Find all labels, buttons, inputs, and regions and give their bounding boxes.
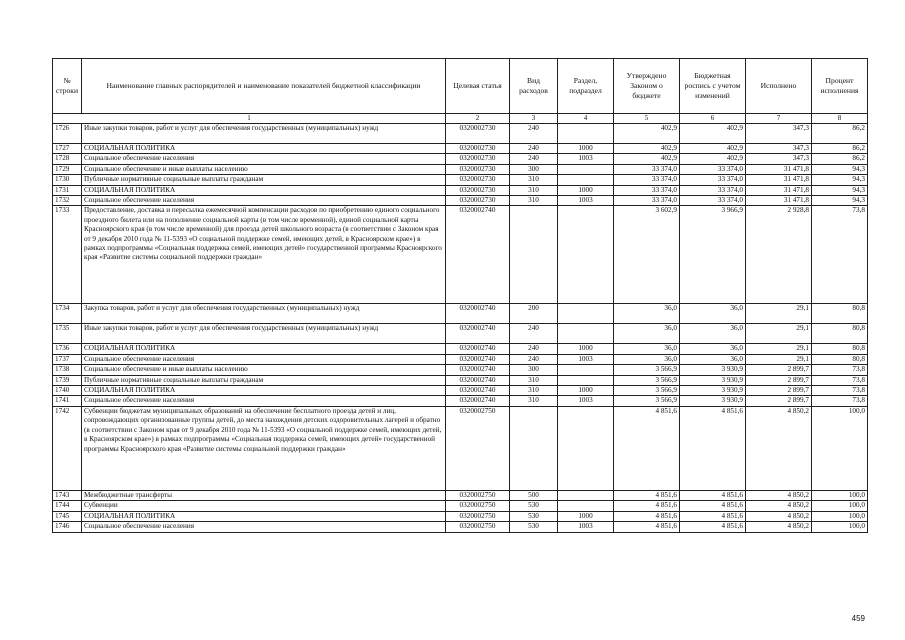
table-row [53, 185, 868, 195]
table-row [53, 304, 868, 324]
row-expense-type: 310 [510, 396, 558, 406]
column-number: 6 [680, 114, 746, 124]
row-section: 1003 [558, 196, 614, 206]
row-approved: 36,0 [614, 324, 680, 344]
row-name: Предоставление, доставка и пересылка ежемесячной компенсации расходов по приобретению единого социального проездного билета или на пополнение социальной карты (в том числе временной), единой социальной карты Красноярского края (в том числе временной) для проезда детей школьного возраста (в соответствии с Законом края от 9 декабря 2010 года № 11-5393 «О социальной поддержке семей, имеющих детей, в Красноярском крае») в рамках подпрограммы «Социальная поддержка семей, имеющих детей» государственной программы Красноярского края «Развитие системы социальной поддержки граждан» [82, 206, 446, 304]
row-approved: 4 851,6 [614, 511, 680, 521]
row-executed: 31 471,8 [746, 175, 812, 185]
row-target: 0320002740 [446, 365, 510, 375]
row-number: 1732 [53, 196, 82, 206]
row-executed: 347,3 [746, 144, 812, 154]
row-executed: 29,1 [746, 304, 812, 324]
row-executed: 2 899,7 [746, 386, 812, 396]
row-name: Субвенции бюджетам муниципальных образований на обеспечение бесплатного проезда детей и лиц, сопровождающих организованные группы детей, до места нахождения детских оздоровительных лагерей и обратно (в соответствии с Законом края от 9 декабря 2010 года № 11-5393 «О социальной поддержке семей, имеющих детей, в Красноярском крае») в рамках подпрограммы «Социальная поддержка семей, имеющих детей» государственной программы Красноярского края «Развитие системы социальной поддержки граждан» [82, 406, 446, 490]
row-executed: 2 928,8 [746, 206, 812, 304]
row-section [558, 365, 614, 375]
row-target: 0320002750 [446, 501, 510, 511]
row-expense-type: 310 [510, 386, 558, 396]
row-target: 0320002730 [446, 175, 510, 185]
row-name: Социальное обеспечение населения [82, 396, 446, 406]
column-number: 3 [510, 114, 558, 124]
row-percent: 80,8 [812, 354, 868, 364]
row-name: Публичные нормативные социальные выплаты гражданам [82, 175, 446, 185]
row-budget-list: 36,0 [680, 304, 746, 324]
row-expense-type: 240 [510, 344, 558, 354]
header-name: Наименование главных распорядителей и наименование показателей бюджетной классификации [82, 59, 446, 114]
row-target: 0320002730 [446, 124, 510, 144]
row-target: 0320002740 [446, 375, 510, 385]
row-executed: 29,1 [746, 324, 812, 344]
row-budget-list: 3 930,9 [680, 386, 746, 396]
row-percent: 94,3 [812, 185, 868, 195]
column-number: 5 [614, 114, 680, 124]
row-expense-type: 300 [510, 365, 558, 375]
row-budget-list: 402,9 [680, 144, 746, 154]
row-approved: 3 602,9 [614, 206, 680, 304]
table-row [53, 522, 868, 532]
table-row [53, 196, 868, 206]
row-percent: 94,3 [812, 196, 868, 206]
header-approved: Утверждено Законом о бюджете [614, 59, 680, 114]
row-name: Социальное обеспечение населения [82, 522, 446, 532]
row-approved: 3 566,9 [614, 386, 680, 396]
row-name: СОЦИАЛЬНАЯ ПОЛИТИКА [82, 511, 446, 521]
header-row-no: № строки [53, 59, 82, 114]
row-executed: 4 850,2 [746, 511, 812, 521]
row-section [558, 175, 614, 185]
row-approved: 3 566,9 [614, 365, 680, 375]
row-percent: 94,3 [812, 164, 868, 174]
budget-execution-table [52, 58, 868, 533]
row-budget-list: 4 851,6 [680, 511, 746, 521]
header-executed: Исполнено [746, 59, 812, 114]
row-name: Социальное обеспечение населения [82, 154, 446, 164]
row-target: 0320002740 [446, 206, 510, 304]
row-name: Межбюджетные трансферты [82, 490, 446, 500]
table-row [53, 144, 868, 154]
row-target: 0320002750 [446, 490, 510, 500]
table-row [53, 175, 868, 185]
page-number: 459 [851, 614, 865, 623]
row-section [558, 304, 614, 324]
row-section [558, 490, 614, 500]
row-percent: 80,8 [812, 304, 868, 324]
row-number: 1739 [53, 375, 82, 385]
row-budget-list: 4 851,6 [680, 406, 746, 490]
row-executed: 29,1 [746, 354, 812, 364]
row-approved: 402,9 [614, 144, 680, 154]
row-executed: 4 850,2 [746, 406, 812, 490]
table-row [53, 206, 868, 304]
row-budget-list: 33 374,0 [680, 196, 746, 206]
row-target: 0320002750 [446, 511, 510, 521]
row-number: 1729 [53, 164, 82, 174]
row-number: 1730 [53, 175, 82, 185]
row-number: 1742 [53, 406, 82, 490]
table-row [53, 406, 868, 490]
table-row [53, 124, 868, 144]
row-number: 1741 [53, 396, 82, 406]
row-percent: 94,3 [812, 175, 868, 185]
row-target: 0320002740 [446, 386, 510, 396]
row-section [558, 164, 614, 174]
row-name: Субвенции [82, 501, 446, 511]
row-section [558, 375, 614, 385]
header-target: Целевая статья [446, 59, 510, 114]
row-target: 0320002750 [446, 406, 510, 490]
row-expense-type: 200 [510, 304, 558, 324]
row-executed: 2 899,7 [746, 365, 812, 375]
row-approved: 4 851,6 [614, 501, 680, 511]
row-section: 1003 [558, 396, 614, 406]
row-expense-type [510, 406, 558, 490]
row-number: 1733 [53, 206, 82, 304]
row-number: 1735 [53, 324, 82, 344]
row-approved: 33 374,0 [614, 164, 680, 174]
row-expense-type: 240 [510, 124, 558, 144]
table-row [53, 164, 868, 174]
row-number: 1745 [53, 511, 82, 521]
row-percent: 73,8 [812, 365, 868, 375]
row-target: 0320002730 [446, 196, 510, 206]
row-budget-list: 36,0 [680, 344, 746, 354]
row-expense-type: 310 [510, 375, 558, 385]
row-budget-list: 4 851,6 [680, 522, 746, 532]
row-target: 0320002740 [446, 344, 510, 354]
row-name: СОЦИАЛЬНАЯ ПОЛИТИКА [82, 386, 446, 396]
column-number: 2 [446, 114, 510, 124]
row-expense-type: 530 [510, 511, 558, 521]
table-row [53, 375, 868, 385]
row-executed: 31 471,8 [746, 164, 812, 174]
row-budget-list: 4 851,6 [680, 490, 746, 500]
column-number: 8 [812, 114, 868, 124]
row-approved: 3 566,9 [614, 396, 680, 406]
row-approved: 402,9 [614, 154, 680, 164]
row-name: Закупка товаров, работ и услуг для обеспечения государственных (муниципальных) нужд [82, 304, 446, 324]
column-number-row [53, 114, 868, 124]
row-name: СОЦИАЛЬНАЯ ПОЛИТИКА [82, 185, 446, 195]
row-budget-list: 33 374,0 [680, 164, 746, 174]
row-section: 1000 [558, 386, 614, 396]
table-row [53, 354, 868, 364]
row-approved: 33 374,0 [614, 185, 680, 195]
row-expense-type: 240 [510, 354, 558, 364]
column-number: 4 [558, 114, 614, 124]
row-section [558, 124, 614, 144]
row-executed: 347,3 [746, 124, 812, 144]
row-budget-list: 3 930,9 [680, 375, 746, 385]
row-section: 1003 [558, 154, 614, 164]
row-percent: 86,2 [812, 124, 868, 144]
row-section: 1003 [558, 354, 614, 364]
row-number: 1734 [53, 304, 82, 324]
row-percent: 86,2 [812, 144, 868, 154]
table-header-row [53, 59, 868, 114]
row-executed: 4 850,2 [746, 522, 812, 532]
row-percent: 100,0 [812, 490, 868, 500]
row-approved: 4 851,6 [614, 490, 680, 500]
row-section: 1000 [558, 344, 614, 354]
row-percent: 100,0 [812, 501, 868, 511]
row-target: 0320002730 [446, 164, 510, 174]
row-section: 1000 [558, 144, 614, 154]
row-budget-list: 33 374,0 [680, 185, 746, 195]
row-budget-list: 402,9 [680, 124, 746, 144]
row-percent: 80,8 [812, 324, 868, 344]
row-number: 1744 [53, 501, 82, 511]
header-percent: Процент исполнения [812, 59, 868, 114]
row-percent: 73,8 [812, 386, 868, 396]
row-percent: 73,8 [812, 375, 868, 385]
row-executed: 31 471,8 [746, 196, 812, 206]
row-percent: 86,2 [812, 154, 868, 164]
row-section: 1000 [558, 185, 614, 195]
row-number: 1746 [53, 522, 82, 532]
row-budget-list: 3 930,9 [680, 396, 746, 406]
row-expense-type: 240 [510, 324, 558, 344]
row-number: 1738 [53, 365, 82, 375]
table-row [53, 501, 868, 511]
row-section: 1003 [558, 522, 614, 532]
row-expense-type: 310 [510, 185, 558, 195]
row-expense-type: 240 [510, 144, 558, 154]
row-budget-list: 36,0 [680, 354, 746, 364]
row-percent: 100,0 [812, 522, 868, 532]
row-section: 1000 [558, 511, 614, 521]
row-expense-type: 310 [510, 175, 558, 185]
row-approved: 33 374,0 [614, 196, 680, 206]
row-budget-list: 36,0 [680, 324, 746, 344]
row-number: 1743 [53, 490, 82, 500]
row-budget-list: 3 930,9 [680, 365, 746, 375]
table-row [53, 386, 868, 396]
table-row [53, 365, 868, 375]
row-expense-type: 500 [510, 490, 558, 500]
row-name: Иные закупки товаров, работ и услуг для обеспечения государственных (муниципальных) нужд [82, 124, 446, 144]
row-approved: 36,0 [614, 344, 680, 354]
row-name: Социальное обеспечение населения [82, 196, 446, 206]
row-section [558, 406, 614, 490]
row-executed: 29,1 [746, 344, 812, 354]
row-budget-list: 4 851,6 [680, 501, 746, 511]
table-row [53, 396, 868, 406]
row-target: 0320002730 [446, 144, 510, 154]
row-approved: 33 374,0 [614, 175, 680, 185]
row-section [558, 206, 614, 304]
row-expense-type: 530 [510, 501, 558, 511]
row-executed: 347,3 [746, 154, 812, 164]
row-percent: 73,8 [812, 206, 868, 304]
table-row [53, 344, 868, 354]
header-expense-type: Вид расходов [510, 59, 558, 114]
row-name: Социальное обеспечение и иные выплаты населению [82, 164, 446, 174]
table-row [53, 490, 868, 500]
row-percent: 100,0 [812, 511, 868, 521]
row-target: 0320002740 [446, 324, 510, 344]
row-budget-list: 3 966,9 [680, 206, 746, 304]
header-budget-list: Бюджетная роспись с учетом изменений [680, 59, 746, 114]
row-number: 1737 [53, 354, 82, 364]
row-name: Социальное обеспечение населения [82, 354, 446, 364]
table-row [53, 511, 868, 521]
row-executed: 2 899,7 [746, 396, 812, 406]
row-number: 1726 [53, 124, 82, 144]
row-name: Публичные нормативные социальные выплаты гражданам [82, 375, 446, 385]
row-expense-type: 300 [510, 164, 558, 174]
row-expense-type: 530 [510, 522, 558, 532]
row-name: СОЦИАЛЬНАЯ ПОЛИТИКА [82, 344, 446, 354]
header-section: Раздел, подраздел [558, 59, 614, 114]
row-approved: 402,9 [614, 124, 680, 144]
row-section [558, 501, 614, 511]
row-budget-list: 402,9 [680, 154, 746, 164]
column-number: 7 [746, 114, 812, 124]
row-approved: 4 851,6 [614, 522, 680, 532]
table-row [53, 324, 868, 344]
row-target: 0320002740 [446, 354, 510, 364]
row-target: 0320002730 [446, 185, 510, 195]
row-target: 0320002740 [446, 304, 510, 324]
row-target: 0320002750 [446, 522, 510, 532]
row-budget-list: 33 374,0 [680, 175, 746, 185]
row-expense-type [510, 206, 558, 304]
row-target: 0320002740 [446, 396, 510, 406]
row-executed: 31 471,8 [746, 185, 812, 195]
row-approved: 4 851,6 [614, 406, 680, 490]
row-expense-type: 310 [510, 196, 558, 206]
row-number: 1736 [53, 344, 82, 354]
row-number: 1728 [53, 154, 82, 164]
row-executed: 4 850,2 [746, 501, 812, 511]
row-executed: 4 850,2 [746, 490, 812, 500]
row-approved: 36,0 [614, 304, 680, 324]
row-number: 1740 [53, 386, 82, 396]
row-percent: 100,0 [812, 406, 868, 490]
row-approved: 3 566,9 [614, 375, 680, 385]
row-expense-type: 240 [510, 154, 558, 164]
row-name: Иные закупки товаров, работ и услуг для обеспечения государственных (муниципальных) нужд [82, 324, 446, 344]
row-number: 1731 [53, 185, 82, 195]
row-percent: 73,8 [812, 396, 868, 406]
column-number: 1 [53, 114, 446, 124]
row-name: СОЦИАЛЬНАЯ ПОЛИТИКА [82, 144, 446, 154]
table-row [53, 154, 868, 164]
row-approved: 36,0 [614, 354, 680, 364]
row-percent: 80,8 [812, 344, 868, 354]
row-section [558, 324, 614, 344]
row-number: 1727 [53, 144, 82, 154]
row-name: Социальное обеспечение и иные выплаты населению [82, 365, 446, 375]
row-target: 0320002730 [446, 154, 510, 164]
row-executed: 2 899,7 [746, 375, 812, 385]
